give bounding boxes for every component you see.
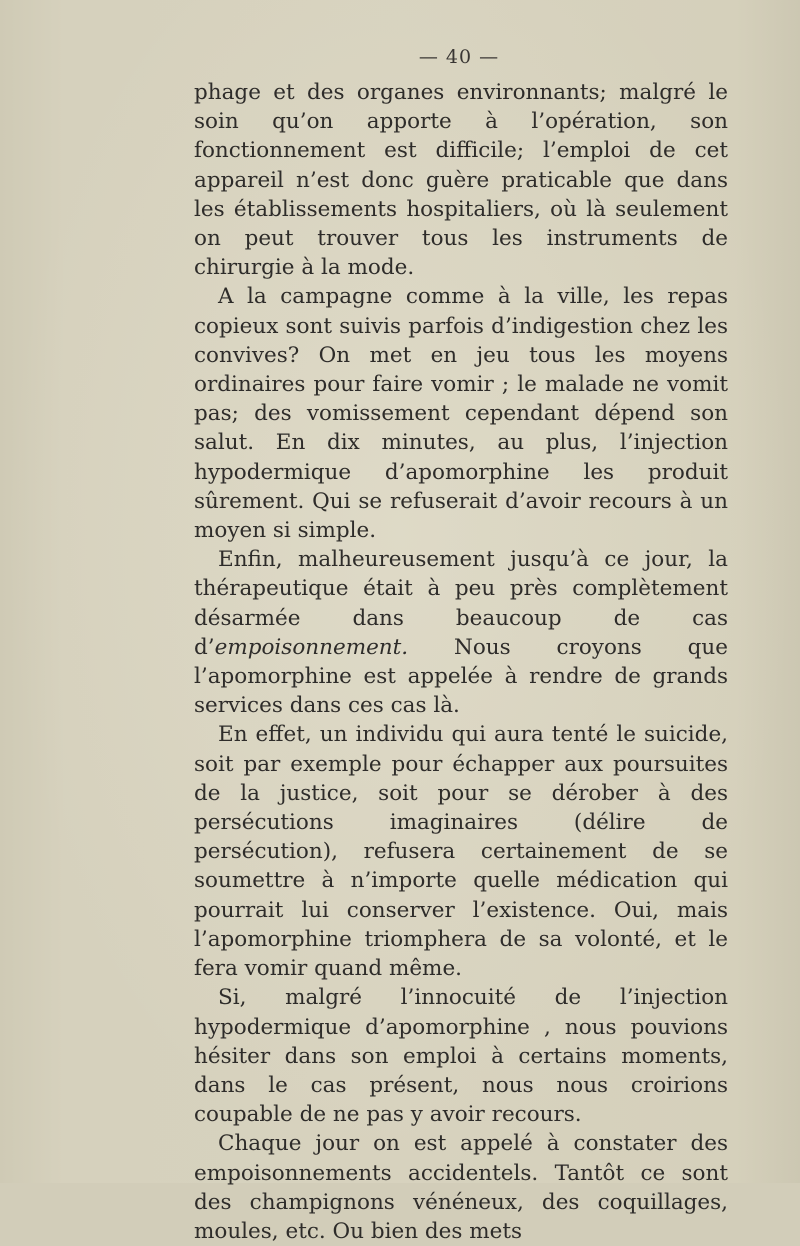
page-number: — 40 — bbox=[418, 46, 500, 68]
paragraph-2: A la campagne comme à la ville, les repas copieux sont suivis parfois d’indigestion chez les convives? On met en jeu tous les moyens ordinaires pour faire vomir ; le malade ne vomit pas; des vomissement cependant dépend son salut. En dix minutes, au plus, l’injection hypodermique d’apomorphine les produit sûrement. Qui se refuserait d’avoir recours à un moyen si simple. bbox=[194, 284, 728, 544]
paragraph-4: En effet, un individu qui aura tenté le suicide, soit par exemple pour échapper aux poursuites de la justice, soit pour se dérober à des persécutions imaginaires (délire de persécution), refusera certainement de se soumettre à n’importe quelle médication qui pourrait lui conserver l’existence. Oui, mais l’apomorphine triomphera de sa volonté, et le fera vomir quand même. bbox=[194, 722, 728, 982]
paragraph-1-continuation: phage et des organes environnants; malgré le soin qu’on apporte à l’opération, son fonctionnement est difficile; l’emploi de cet appareil n’est donc guère praticable que dans les établissements hospitaliers, où là seulement on peut trouver tous les instruments de chirurgie à la mode. bbox=[194, 80, 728, 281]
body-text bbox=[194, 78, 728, 1246]
paragraph-3-text-before: Enfin, malheureusement jusqu’à ce jour, la thérapeutique était à peu près complètement désarmée dans beaucoup de cas d’ bbox=[194, 547, 728, 660]
paragraph-6: Chaque jour on est appelé à constater des empoisonnements accidentels. Tantôt ce sont des champignons vénéneux, des coquillages, moules, etc. Ou bien des mets bbox=[194, 1131, 728, 1244]
paragraph-3 bbox=[194, 545, 728, 720]
paragraph-3-italic-term: empoisonnement. bbox=[214, 634, 409, 660]
paragraph-3-text-after: Nous croyons que l’apomorphine est appelée à rendre de grands services dans ces cas là. bbox=[194, 634, 728, 719]
paragraph-5: Si, malgré l’innocuité de l’injection hypodermique d’apomorphine , nous pouvions hésiter dans son emploi à certains moments, dans le cas présent, nous nous croirions coupable de ne pas y avoir recours. bbox=[194, 985, 728, 1128]
